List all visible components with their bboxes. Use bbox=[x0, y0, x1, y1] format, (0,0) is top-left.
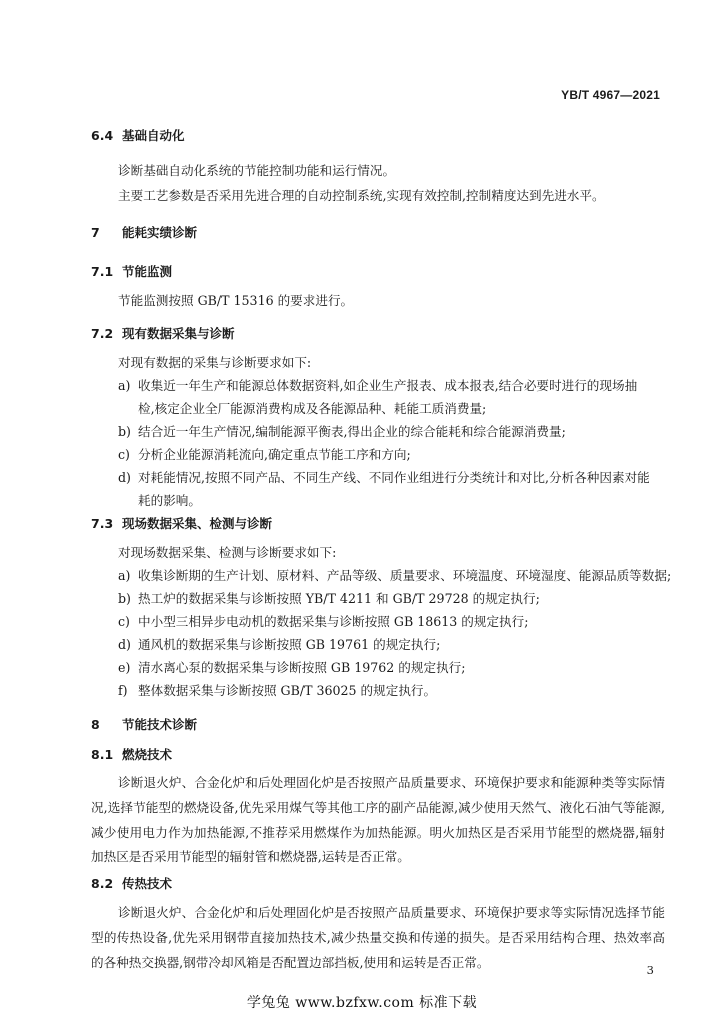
section-number: 8.1 bbox=[91, 747, 114, 762]
list-item-text: 收集诊断期的生产计划、原材料、产品等级、质量要求、环境温度、环境湿度、能源品质等数据; bbox=[138, 568, 672, 583]
list-item bbox=[118, 467, 650, 486]
section-8-2-heading bbox=[91, 874, 172, 892]
list-item-continuation: 检,核定企业全厂能源消费构成及各能源品种、耗能工质消费量; bbox=[138, 401, 487, 416]
list-item-text: 对耗能情况,按照不同产品、不同生产线、不同作业组进行分类统计和对比,分析各种因素对能 bbox=[138, 470, 650, 485]
list-marker: b) bbox=[118, 424, 131, 439]
section-7-2-heading bbox=[91, 324, 235, 342]
list-marker: a) bbox=[118, 378, 131, 393]
list-item-text: 通风机的数据采集与诊断按照 GB 19761 的规定执行; bbox=[138, 637, 441, 652]
section-number: 8.2 bbox=[91, 876, 114, 891]
list-item bbox=[118, 421, 566, 440]
list-item-text: 清水离心泵的数据采集与诊断按照 GB 19762 的规定执行; bbox=[138, 660, 466, 675]
section-title: 现场数据采集、检测与诊断 bbox=[122, 516, 273, 531]
list-item bbox=[118, 657, 466, 676]
list-marker: c) bbox=[118, 614, 130, 629]
list-marker: d) bbox=[118, 470, 131, 485]
section-title: 节能监测 bbox=[122, 264, 173, 279]
list-item bbox=[118, 611, 528, 630]
section-title: 现有数据采集与诊断 bbox=[122, 326, 235, 341]
list-marker: c) bbox=[118, 447, 130, 462]
list-intro: 对现有数据的采集与诊断要求如下: bbox=[118, 355, 312, 370]
list-item bbox=[118, 375, 637, 394]
list-item bbox=[118, 565, 671, 584]
list-marker: f) bbox=[118, 683, 128, 698]
section-7-3-heading bbox=[91, 514, 272, 532]
list-item bbox=[118, 634, 440, 653]
list-item-text: 整体数据采集与诊断按照 GB/T 36025 的规定执行。 bbox=[138, 683, 437, 698]
section-number: 7.3 bbox=[91, 516, 114, 531]
section-title: 基础自动化 bbox=[122, 128, 185, 143]
section-7-heading bbox=[91, 223, 197, 241]
list-intro: 对现场数据采集、检测与诊断要求如下: bbox=[118, 545, 337, 560]
paragraph-line: 诊断基础自动化系统的节能控制功能和运行情况。 bbox=[118, 163, 396, 178]
section-8-1-heading bbox=[91, 745, 172, 763]
watermark-footer: 学兔兔 www.bzfxw.com 标准下载 bbox=[246, 995, 478, 1011]
section-title: 传热技术 bbox=[122, 876, 173, 891]
list-item-continuation: 耗的影响。 bbox=[138, 493, 201, 508]
section-7-1-heading bbox=[91, 262, 172, 280]
list-item-text: 结合近一年生产情况,编制能源平衡表,得出企业的综合能耗和综合能源消费量; bbox=[138, 424, 566, 439]
body-paragraph: 诊断退火炉、合金化炉和后处理固化炉是否按照产品质量要求、环境保护要求和能源种类等实际情况,选择节能型的燃烧设备,优先采用煤气等其他工序的副产品能源,减少使用天然气、液化石油气等能源,减少使用电力作为加热能源,不推荐采用燃煤作为加热能源。明火加热区是否采用节能型的燃烧器,辐射加热区是否采用节能型的辐射管和燃烧器,运转是否正常。 bbox=[91, 775, 665, 865]
body-paragraph: 诊断退火炉、合金化炉和后处理固化炉是否按照产品质量要求、环境保护要求等实际情况选择节能型的传热设备,优先采用钢带直接加热技术,减少热量交换和传递的损失。是否采用结构合理、热效率高的各种热交换器,钢带冷却风箱是否配置边部挡板,使用和运转是否正常。 bbox=[91, 905, 665, 970]
section-title: 节能技术诊断 bbox=[122, 717, 198, 732]
paragraph-line: 主要工艺参数是否采用先进合理的自动控制系统,实现有效控制,控制精度达到先进水平。 bbox=[118, 188, 605, 203]
list-item-text: 中小型三相异步电动机的数据采集与诊断按照 GB 18613 的规定执行; bbox=[138, 614, 529, 629]
section-number: 8 bbox=[91, 717, 100, 732]
section-number: 6.4 bbox=[91, 128, 114, 143]
list-marker: d) bbox=[118, 637, 131, 652]
paragraph-line: 节能监测按照 GB/T 15316 的要求进行。 bbox=[118, 293, 354, 308]
list-item-text: 收集近一年生产和能源总体数据资料,如企业生产报表、成本报表,结合必要时进行的现场抽 bbox=[138, 378, 638, 393]
list-marker: b) bbox=[118, 591, 131, 606]
section-number: 7 bbox=[91, 225, 100, 240]
page-number: 3 bbox=[646, 963, 654, 977]
section-6-4-heading bbox=[91, 126, 185, 144]
list-item bbox=[118, 588, 540, 607]
section-title: 能耗实绩诊断 bbox=[122, 225, 198, 240]
section-number: 7.2 bbox=[91, 326, 114, 341]
section-title: 燃烧技术 bbox=[122, 747, 173, 762]
section-8-heading bbox=[91, 715, 197, 733]
list-marker: e) bbox=[118, 660, 131, 675]
section-number: 7.1 bbox=[91, 264, 114, 279]
list-item-text: 分析企业能源消耗流向,确定重点节能工序和方向; bbox=[138, 447, 411, 462]
list-item bbox=[118, 680, 436, 699]
list-marker: a) bbox=[118, 568, 131, 583]
list-item bbox=[118, 444, 411, 463]
standard-code: YB/T 4967—2021 bbox=[561, 88, 660, 102]
list-item-text: 热工炉的数据采集与诊断按照 YB/T 4211 和 GB/T 29728 的规定执行; bbox=[138, 591, 540, 606]
